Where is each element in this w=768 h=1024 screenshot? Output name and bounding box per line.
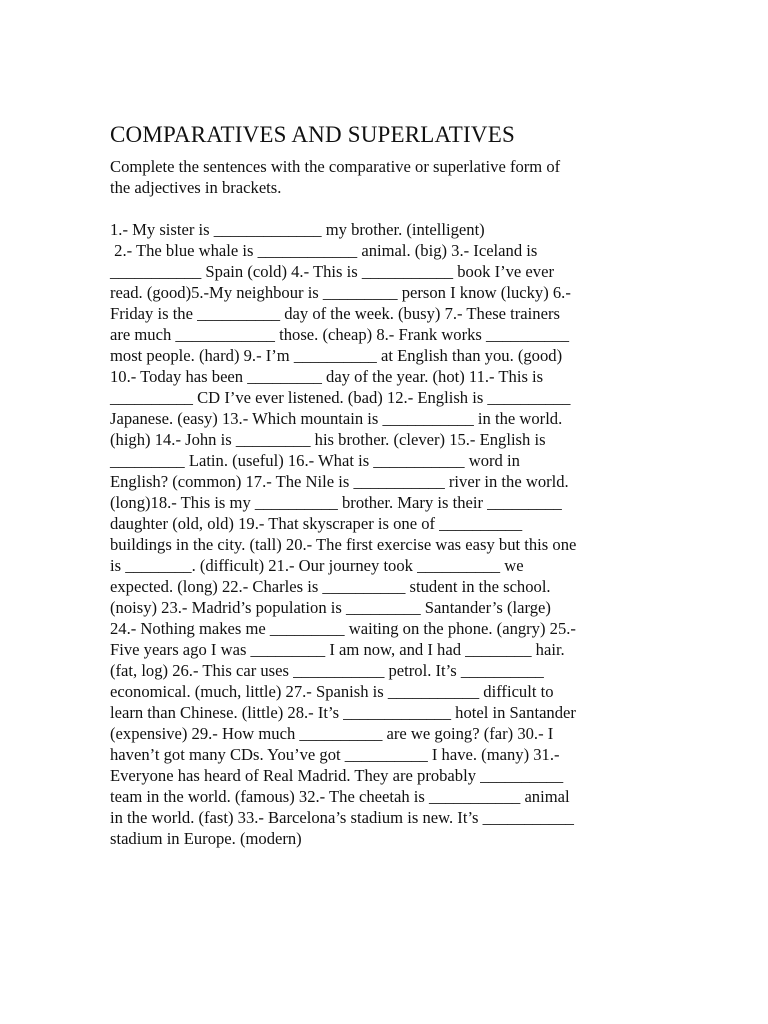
worksheet-instructions xyxy=(110,156,660,198)
exercise-line: 1.- My sister is _____________ my brother. (intelligent) xyxy=(110,220,485,239)
exercise-line: 2.- The blue whale is ____________ animal. (big) 3.- Iceland is xyxy=(110,241,538,260)
worksheet-title: COMPARATIVES AND SUPERLATIVES xyxy=(110,122,515,147)
exercise-line: expected. (long) 22.- Charles is __________ student in the school. xyxy=(110,577,551,596)
exercise-line: (expensive) 29.- How much __________ are we going? (far) 30.- I xyxy=(110,724,554,743)
exercise-line: Five years ago I was _________ I am now, and I had ________ hair. xyxy=(110,640,565,659)
exercise-line: in the world. (fast) 33.- Barcelona’s stadium is new. It’s ___________ xyxy=(110,808,574,827)
exercise-line: 24.- Nothing makes me _________ waiting on the phone. (angry) 25.- xyxy=(110,619,576,638)
exercise-line: (noisy) 23.- Madrid’s population is _________ Santander’s (large) xyxy=(110,598,551,617)
instructions-line: the adjectives in brackets. xyxy=(110,178,282,197)
exercise-line: team in the world. (famous) 32.- The cheetah is ___________ animal xyxy=(110,787,570,806)
worksheet-page xyxy=(110,120,660,849)
exercise-line: daughter (old, old) 19.- That skyscraper is one of __________ xyxy=(110,514,523,533)
exercise-line: __________ CD I’ve ever listened. (bad) 12.- English is __________ xyxy=(110,388,571,407)
exercise-line: haven’t got many CDs. You’ve got __________ I have. (many) 31.- xyxy=(110,745,560,764)
exercise-body xyxy=(110,219,660,849)
exercise-line: (fat, log) 26.- This car uses ___________ petrol. It’s __________ xyxy=(110,661,544,680)
exercise-line: stadium in Europe. (modern) xyxy=(110,829,302,848)
exercise-line: buildings in the city. (tall) 20.- The first exercise was easy but this one xyxy=(110,535,577,554)
exercise-line: economical. (much, little) 27.- Spanish is ___________ difficult to xyxy=(110,682,554,701)
exercise-line: Japanese. (easy) 13.- Which mountain is ___________ in the world. xyxy=(110,409,563,428)
exercise-line: learn than Chinese. (little) 28.- It’s _____________ hotel in Santander xyxy=(110,703,576,722)
exercise-line: Everyone has heard of Real Madrid. They are probably __________ xyxy=(110,766,564,785)
exercise-line: _________ Latin. (useful) 16.- What is ___________ word in xyxy=(110,451,520,470)
exercise-line: is ________. (difficult) 21.- Our journey took __________ we xyxy=(110,556,524,575)
exercise-line: read. (good)5.-My neighbour is _________ person I know (lucky) 6.- xyxy=(110,283,571,302)
exercise-line: (high) 14.- John is _________ his brother. (clever) 15.- English is xyxy=(110,430,546,449)
exercise-line: are much ____________ those. (cheap) 8.- Frank works __________ xyxy=(110,325,570,344)
exercise-line: English? (common) 17.- The Nile is ___________ river in the world. xyxy=(110,472,569,491)
exercise-line: (long)18.- This is my __________ brother. Mary is their _________ xyxy=(110,493,562,512)
exercise-line: ___________ Spain (cold) 4.- This is ___________ book I’ve ever xyxy=(110,262,554,281)
instructions-line: Complete the sentences with the comparative or superlative form of xyxy=(110,157,561,176)
exercise-line: most people. (hard) 9.- I’m __________ at English than you. (good) xyxy=(110,346,563,365)
exercise-line: 10.- Today has been _________ day of the year. (hot) 11.- This is xyxy=(110,367,544,386)
exercise-line: Friday is the __________ day of the week. (busy) 7.- These trainers xyxy=(110,304,560,323)
